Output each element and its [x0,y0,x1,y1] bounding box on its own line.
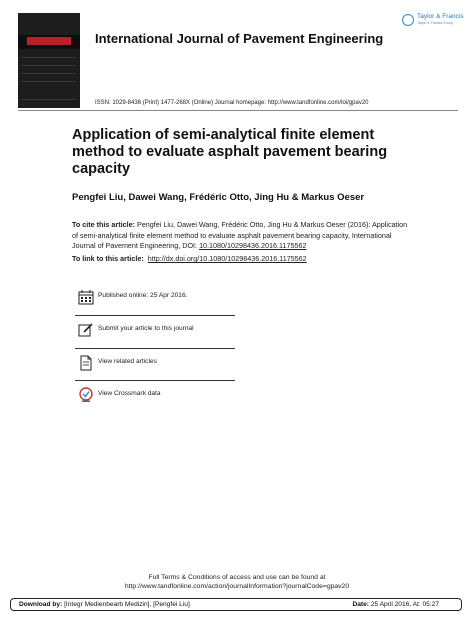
doi-link[interactable]: 10.1080/10298436.2016.1175562 [199,241,307,250]
publisher-subname: Taylor & Francis Group [417,21,453,25]
link-label: To link to this article: [72,254,144,263]
article-authors: Pengfei Liu, Dawei Wang, Frédéric Otto, Jing Hu & Markus Oeser [72,192,365,203]
publisher-name: Taylor & Francis [417,13,464,20]
action-divider [75,315,235,316]
publisher-logo[interactable] [402,13,462,29]
article-title: Application of semi-analytical finite element method to evaluate asphalt pavement bearing capacity [72,127,388,177]
header-divider [18,110,458,111]
downloaded-by [19,601,190,608]
terms-url-link[interactable]: http://www.tandfonline.com/action/journalInformation?journalCode=gpav20 [124,583,350,590]
journal-title[interactable]: International Journal of Pavement Engineering [95,31,384,46]
crossmark-label: View Crossmark data [98,390,161,397]
article-link-line [72,254,307,263]
cover-line [22,65,76,66]
related-articles-label: View related articles [98,358,157,365]
journal-cover-image [18,13,80,108]
action-divider [75,348,235,349]
published-date-row [75,287,235,307]
citation-label: To cite this article: [72,220,135,229]
cover-title-mark [27,37,71,45]
downloaded-by-value: [Integr Medienbearb Medizin], [Pengfei Liu] [64,601,190,608]
terms-line: Full Terms & Conditions of access and use can be found at [148,574,326,581]
crossmark-icon [78,387,94,403]
crossmark-link[interactable] [75,385,235,405]
published-date-label: Published online: 25 Apr 2016. [98,292,188,299]
citation-text: Pengfei Liu, Dawei Wang, Frédéric Otto, Jing Hu & Markus Oeser (2016): Application of semi-analytical finite element method to evaluate asphalt pavement bearing capacity, International Journal of Pavement Engineering, DOI: [72,220,408,250]
cover-line [22,99,76,100]
publisher-logo-icon [402,14,414,26]
download-date [352,601,439,608]
download-date-value: 25 April 2016, At: 05:27 [370,601,439,608]
downloaded-by-label: Download by: [19,601,63,608]
edit-icon [78,322,94,338]
cover-line [22,57,76,58]
document-icon [78,355,94,371]
submit-article-link[interactable] [75,320,235,340]
article-url-link[interactable]: http://dx.doi.org/10.1080/10298436.2016.1175562 [147,254,307,263]
issn-line: ISSN: 1029-8436 (Print) 1477-268X (Online) Journal homepage: http://www.tandfonline.com/loi/gpav20 [95,100,369,106]
download-date-label: Date: [352,601,369,608]
download-info-bar [10,598,462,611]
cover-line [22,81,76,82]
related-articles-link[interactable] [75,353,235,373]
citation-block [72,220,412,252]
calendar-icon [78,289,94,305]
terms-notice [0,573,474,591]
cover-line [22,73,76,74]
action-divider [75,380,235,381]
submit-article-label: Submit your article to this journal [98,325,194,332]
